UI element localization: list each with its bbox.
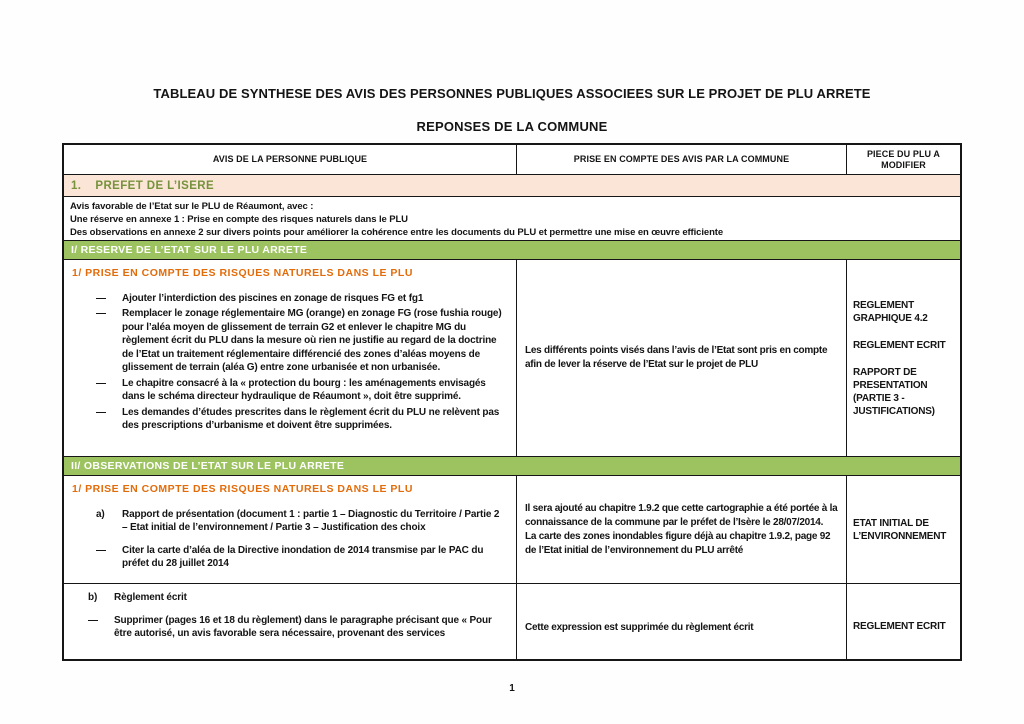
obs-a-heading: 1/ PRISE EN COMPTE DES RISQUES NATURELS DANS LE PLU (72, 483, 413, 495)
intro-line-2: Une réserve en annexe 1 : Prise en compte des risques naturels dans le PLU (70, 214, 408, 225)
list-item: — Ajouter l’interdiction des piscines en zonage de risques FG et fg1 (96, 292, 424, 304)
avis-favorable-block (64, 196, 960, 240)
intro-line-1: Avis favorable de l’Etat sur le PLU de Réaumont, avec : (70, 201, 314, 212)
row-observation-a (64, 475, 960, 583)
dash-marker: — (96, 292, 106, 304)
synthese-table (62, 143, 962, 661)
dash-marker: — (96, 544, 106, 556)
dash-marker: — (96, 308, 106, 319)
obs-b-avis-cell (64, 584, 516, 659)
obs-b-commune-text: Cette expression est supprimée du règlement écrit (525, 622, 754, 633)
section-number: 1. (71, 179, 82, 192)
piece-item: RAPPORT DE PRESENTATION (PARTIE 3 - JUSTIFICATIONS) (853, 366, 935, 417)
list-item: — Citer la carte d’aléa de la Directive inondation de 2014 transmise par le PAC du préfet du 28 juillet 2014 (96, 544, 484, 569)
intro-line-3: Des observations en annexe 2 sur divers points pour améliorer la cohérence entre les documents du PLU et permettre une mise en œuvre efficiente (70, 227, 724, 238)
section-title: PREFET DE L’ISERE (95, 179, 215, 192)
obs-b-commune-cell (516, 584, 846, 659)
reserve-avis-cell (64, 260, 516, 456)
section-band-prefet-isere (64, 174, 960, 196)
obs-b-piece-cell (846, 584, 960, 659)
list-item: — Les demandes d’études prescrites dans le règlement écrit du PLU ne relèvent pas des prescriptions d’urbanisme et doivent être supprimées. (96, 406, 500, 431)
reserve-bullet-list (72, 292, 506, 433)
piece-item: REGLEMENT ECRIT (853, 621, 946, 632)
list-item: — Supprimer (pages 16 et 18 du règlement) dans le paragraphe précisant que « Pour être autorisé, un avis favorable sera nécessaire, provenant des services (88, 614, 492, 639)
list-item-b: b) Règlement écrit (88, 592, 187, 603)
reserve-commune-cell (516, 260, 846, 456)
page-number: 1 (509, 683, 515, 694)
obs-a-piece-cell (846, 476, 960, 583)
letter-marker: b) (88, 592, 98, 603)
document-title: TABLEAU DE SYNTHESE DES AVIS DES PERSONNES PUBLIQUES ASSOCIEES SUR LE PROJET DE PLU ARRETE (153, 86, 871, 101)
document-subtitle: REPONSES DE LA COMMUNE (416, 119, 608, 134)
row-reserve (64, 259, 960, 456)
reserve-commune-text: Les différents points visés dans l’avis de l’Etat sont pris en compte afin de lever la réserve de l’Etat sur le projet de PLU (525, 345, 828, 370)
obs-a-commune-p1: Il sera ajouté au chapitre 1.9.2 que cette cartographie a été portée à la connaissance de la commune par le préfet de l’Isère le 28/07/2014. (525, 502, 838, 528)
piece-item: REGLEMENT ECRIT (853, 339, 946, 351)
band-reserve-etat: I/ RESERVE DE L’ETAT SUR LE PLU ARRETE (64, 240, 960, 259)
dash-marker: — (96, 406, 106, 418)
dash-marker: — (88, 614, 98, 626)
obs-a-commune-cell (516, 476, 846, 583)
list-item: — Remplacer le zonage réglementaire MG (orange) en zonage FG (rose fushia rouge) pour l’aléa moyen de glissement de terrain G2 et enlever le chapitre MG du règlement écrit du PLU dans la mesure où rien ne justifie au regard de la doctrine de l’Etat un traitement réglementaire différencié des zones d’aléas moyens de glissement de terrain (aléa G) entre zone urbanisée et non urbanisée. (96, 308, 502, 373)
list-item: — Le chapitre consacré à la « protection du bourg : les aménagements envisagés dans le schéma directeur hydraulique de Réaumont », doit être supprimé. (96, 377, 486, 402)
obs-a-avis-cell (64, 476, 516, 583)
header-avis-personne-publique: AVIS DE LA PERSONNE PUBLIQUE (212, 154, 368, 164)
reserve-piece-cell (846, 260, 960, 456)
obs-a-commune-p2: La carte des zones inondables figure déjà au chapitre 1.9.2, page 92 de l’Etat initial de l’environnement du PLU arrêté (525, 530, 831, 556)
table-header-row (64, 145, 960, 174)
piece-item: ETAT INITIAL DE L’ENVIRONNEMENT (853, 517, 947, 542)
reserve-heading: 1/ PRISE EN COMPTE DES RISQUES NATURELS DANS LE PLU (72, 267, 413, 279)
dash-marker: — (96, 377, 106, 389)
row-observation-b (64, 583, 960, 659)
band-observations-etat: II/ OBSERVATIONS DE L’ETAT SUR LE PLU ARRETE (64, 456, 960, 475)
header-piece-du-plu: PIECE DU PLU A MODIFIER (846, 145, 960, 174)
letter-marker: a) (96, 508, 105, 520)
piece-item: REGLEMENT GRAPHIQUE 4.2 (853, 299, 928, 324)
list-item-a: a) Rapport de présentation (document 1 : partie 1 – Diagnostic du Territoire / Partie 2 – Etat initial de l’environnement / Partie 3 – Justification des choix (96, 508, 500, 533)
header-prise-en-compte: PRISE EN COMPTE DES AVIS PAR LA COMMUNE (516, 145, 846, 174)
